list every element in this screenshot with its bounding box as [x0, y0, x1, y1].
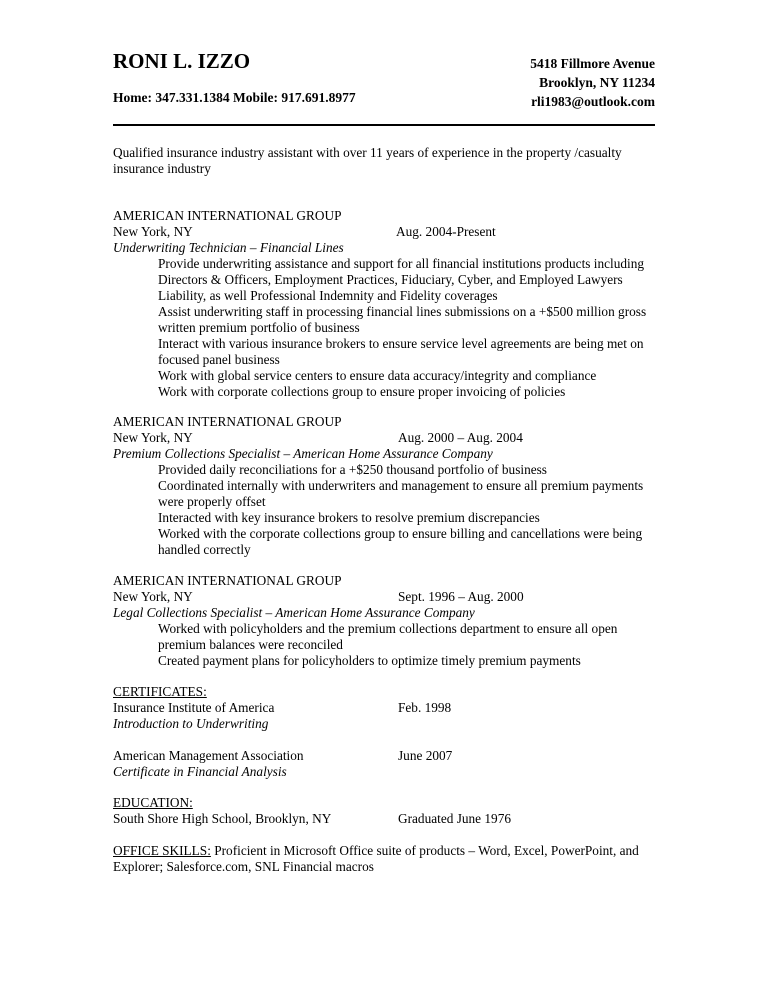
- header-divider: [113, 124, 655, 126]
- office-skills-text: Proficient in Microsoft Office suite of products – Word, Excel, PowerPoint, and Explorer; Salesforce.com, SNL Financial macros: [113, 843, 639, 874]
- education-date: Graduated June 1976: [398, 811, 511, 826]
- address-line-2: Brooklyn, NY 11234: [539, 75, 655, 90]
- job-bullet: Coordinated internally with underwriters and management to ensure all premium payments were properly offset: [158, 478, 644, 509]
- job-bullet: Worked with policyholders and the premium collections department to ensure all open premium balances were reconciled: [158, 621, 618, 652]
- job-location-row: [113, 224, 658, 240]
- job-location: New York, NY: [113, 224, 193, 239]
- job-dates: Aug. 2004-Present: [396, 224, 496, 239]
- job-location: New York, NY: [113, 589, 193, 604]
- office-skills-section: [113, 843, 643, 875]
- job-location: New York, NY: [113, 430, 193, 445]
- job-bullet: Created payment plans for policyholders to optimize timely premium payments: [158, 653, 581, 668]
- education-row: [113, 811, 658, 827]
- job-bullet: Interacted with key insurance brokers to resolve premium discrepancies: [158, 510, 540, 525]
- job-bullet: Interact with various insurance brokers to ensure service level agreements are being met on focused panel business: [158, 336, 644, 367]
- job-location-row: [113, 430, 658, 446]
- job-bullet: Assist underwriting staff in processing financial lines submissions on a +$500 million gross written premium portfolio of business: [158, 304, 647, 335]
- job-company: AMERICAN INTERNATIONAL GROUP: [113, 573, 342, 588]
- education-section: [113, 795, 658, 827]
- certificates-heading: CERTIFICATES:: [113, 684, 207, 699]
- job-bullets: [158, 621, 658, 669]
- job-entry: [113, 573, 658, 669]
- certificate-date: June 2007: [398, 748, 453, 763]
- job-company: AMERICAN INTERNATIONAL GROUP: [113, 414, 342, 429]
- job-bullets: [158, 462, 658, 558]
- email: rli1983@outlook.com: [531, 94, 655, 109]
- candidate-name: RONI L. IZZO: [113, 49, 251, 73]
- job-bullets: [158, 256, 658, 400]
- certificates-section: [113, 684, 658, 780]
- job-bullet: Provide underwriting assistance and support for all financial institutions products including Directors & Officers, Employment Practices, Fiduciary, Cyber, and Employed Lawyers Liability, as well Professional Indemnity and Fidelity coverages: [158, 256, 644, 303]
- contact-block: [530, 54, 655, 111]
- certificate-date: Feb. 1998: [398, 700, 452, 715]
- certificate-course: Introduction to Underwriting: [113, 716, 269, 731]
- job-entry: [113, 414, 658, 558]
- certificate-org: American Management Association: [113, 748, 304, 763]
- certificate-row: [113, 700, 658, 716]
- job-title: Legal Collections Specialist – American Home Assurance Company: [113, 605, 475, 620]
- job-bullet: Provided daily reconciliations for a +$250 thousand portfolio of business: [158, 462, 547, 477]
- job-location-row: [113, 589, 658, 605]
- address-line-1: 5418 Fillmore Avenue: [530, 56, 655, 71]
- job-title: Underwriting Technician – Financial Lines: [113, 240, 344, 255]
- office-skills-heading: OFFICE SKILLS:: [113, 843, 211, 858]
- education-school: South Shore High School, Brooklyn, NY: [113, 811, 332, 826]
- phone-numbers: Home: 347.331.1384 Mobile: 917.691.8977: [113, 90, 356, 105]
- job-bullet: Work with global service centers to ensure data accuracy/integrity and compliance: [158, 368, 597, 383]
- job-company: AMERICAN INTERNATIONAL GROUP: [113, 208, 342, 223]
- certificate-row: [113, 748, 658, 764]
- job-bullet: Worked with the corporate collections group to ensure billing and cancellations were being handled correctly: [158, 526, 643, 557]
- job-title: Premium Collections Specialist – American Home Assurance Company: [113, 446, 493, 461]
- job-dates: Aug. 2000 – Aug. 2004: [398, 430, 523, 445]
- certificate-org: Insurance Institute of America: [113, 700, 275, 715]
- job-entry: [113, 208, 658, 400]
- summary: Qualified insurance industry assistant with over 11 years of experience in the property /casualty insurance industry: [113, 145, 622, 176]
- education-heading: EDUCATION:: [113, 795, 193, 810]
- certificate-course: Certificate in Financial Analysis: [113, 764, 287, 779]
- job-bullet: Work with corporate collections group to ensure proper invoicing of policies: [158, 384, 566, 399]
- job-dates: Sept. 1996 – Aug. 2000: [398, 589, 524, 604]
